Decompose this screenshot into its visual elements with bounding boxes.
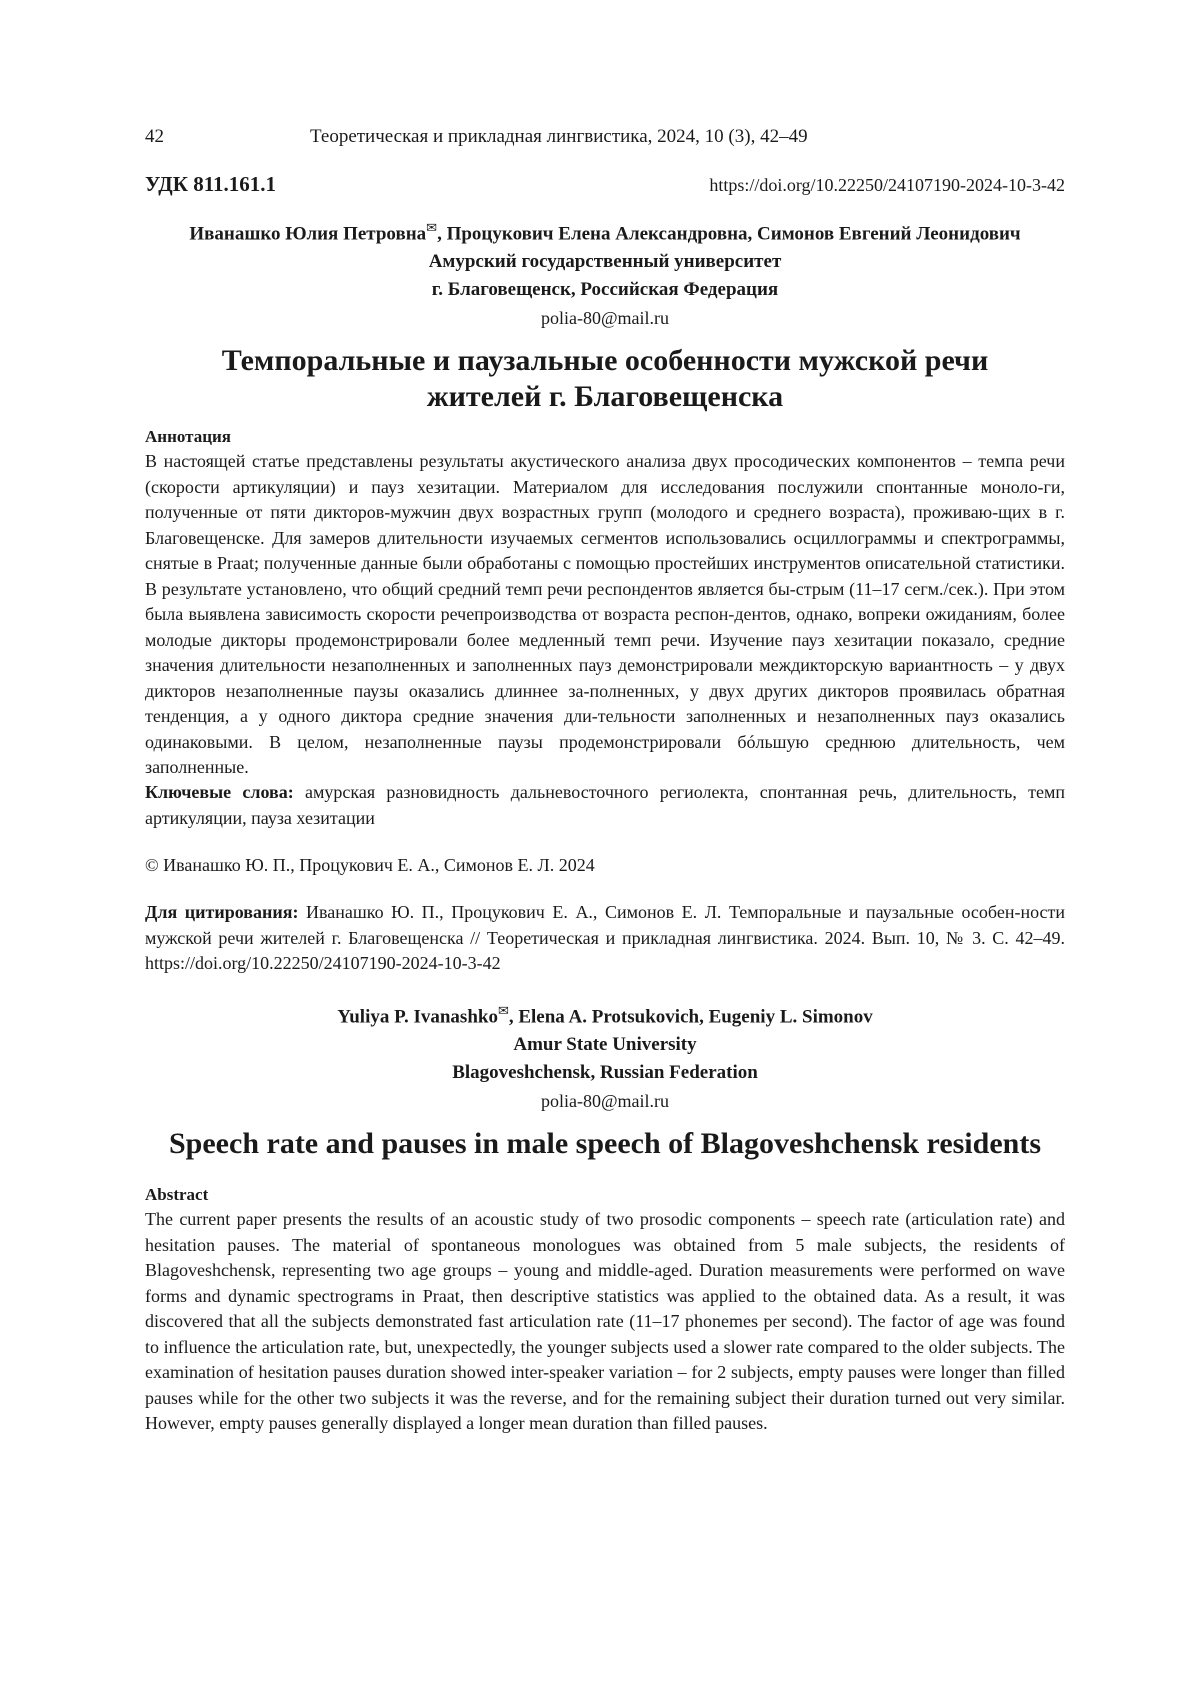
ru-email[interactable]: polia-80@mail.ru [540, 308, 670, 329]
citation-block [145, 900, 1065, 977]
en-author-block [145, 997, 1065, 1115]
citation-text: Иванашко Ю. П., Процукович Е. А., Симонов Е. Л. Темпоральные и паузальные особен-ности мужской речи жителей г. Благовещенска // Теоретическая и прикладная лингвистика. 2024. Вып. 10, № 3. С. 42–49. https://doi.org/10.22250/24107190-2024-10-3-42 [145, 902, 1066, 973]
journal-citation: Теоретическая и прикладная лингвистика, 2024, 10 (3), 42–49 [310, 126, 808, 147]
en-email[interactable]: polia-80@mail.ru [540, 1091, 670, 1112]
keywords-text: амурская разновидность дальневосточного региолекта, спонтанная речь, длительность, темп артикуляции, пауза хезитации [145, 782, 1066, 828]
ru-title-line-1: Темпоральные и паузальные особенности мужской речи [221, 344, 989, 377]
udc-doi-line [145, 172, 1065, 202]
en-city: Blagoveshchensk, Russian Federation [452, 1062, 758, 1084]
ru-affiliation: Амурский государственный университет [428, 251, 782, 273]
en-affiliation: Amur State University [513, 1034, 697, 1056]
ru-author-block [145, 214, 1065, 332]
ru-keywords [145, 780, 1065, 831]
ru-authors [145, 214, 1065, 248]
en-other-authors: , Elena A. Protsukovich, Eugeniy L. Simonov [508, 1006, 873, 1028]
udc-code: УДК 811.161.1 [145, 172, 277, 196]
ru-title-line-2: жителей г. Благовещенска [426, 380, 784, 413]
ru-city: г. Благовещенск, Российская Федерация [431, 279, 779, 301]
en-title [145, 1126, 1065, 1162]
ru-abstract-heading: Аннотация [145, 427, 231, 446]
ru-first-author: Иванашко Юлия Петровна [189, 223, 427, 245]
en-authors [145, 997, 1065, 1031]
citation-label: Для цитирования: [145, 902, 299, 922]
keywords-label: Ключевые слова: [145, 782, 294, 802]
en-title-text: Speech rate and pauses in male speech of Blagoveshchensk residents [169, 1127, 1041, 1160]
ru-abstract-section [145, 427, 1065, 781]
mail-icon: ✉ [497, 1003, 509, 1018]
doi-link[interactable]: https://doi.org/10.22250/24107190-2024-10-3-42 [709, 175, 1065, 195]
ru-other-authors: , Процукович Елена Александровна, Симонов Евгений Леонидович [437, 223, 1021, 245]
ru-abstract-text: В настоящей статье представлены результаты акустического анализа двух просодических компонентов – темпа речи (скорости артикуляции) и пауз хезитации. Материалом для исследования послужили спонтанные моноло-ги, полученные от пяти дикторов-мужчин двух возрастных групп (молодого и среднего возраста), проживаю-щих в г. Благовещенске. Для замеров длительности изучаемых сегментов использовались осциллограммы и спектрограммы, снятые в Praat; полученные данные были обработаны с помощью простейших инструментов описательной статистики. В результате установлено, что общий средний темп речи респондентов является бы-стрым (11–17 сегм./сек.). При этом была выявлена зависимость скорости речепроизводства от возраста респон-дентов, однако, вопреки ожиданиям, более молодые дикторы продемонстрировали более медленный темп речи. Изучение пауз хезитации показало, средние значения длительности незаполненных и заполненных пауз демонстрировали междикторскую вариантность – у двух дикторов незаполненные паузы оказались длиннее за-полненных, у двух других дикторов проявилась обратная тенденция, а у одного диктора средние значения дли-тельности заполненных и незаполненных пауз оказались одинаковыми. В целом, незаполненные паузы продемонстрировали бóльшую среднюю длительность, чем заполненные. [145, 451, 1065, 777]
en-abstract-section [145, 1185, 1065, 1437]
en-abstract-text: The current paper presents the results of an acoustic study of two prosodic components – speech rate (articulation rate) and hesitation pauses. The material of spontaneous monologues was obtained from 5 male subjects, the residents of Blagoveshchensk, representing two age groups – young and middle-aged. Duration measurements were performed on wave forms and dynamic spectrograms in Praat, then descriptive statistics was applied to the obtained data. As a result, it was discovered that all the subjects demonstrated fast articulation rate (11–17 phonemes per second). The factor of age was found to influence the articulation rate, but, unexpectedly, the younger subjects used a slower rate compared to the older subjects. The examination of hesitation pauses duration showed inter-speaker variation – for 2 subjects, empty pauses were longer than filled pauses while for the other two subjects it was the reverse, and for the remaining subject their duration turned out very similar. However, empty pauses generally displayed a longer mean duration than filled pauses. [145, 1209, 1065, 1433]
en-first-author: Yuliya P. Ivanashko [337, 1006, 498, 1028]
running-header [145, 126, 1065, 156]
en-abstract-heading: Abstract [145, 1185, 209, 1204]
page-number: 42 [145, 126, 164, 147]
mail-icon: ✉ [426, 220, 438, 235]
copyright-line: © Иванашко Ю. П., Процукович Е. А., Симонов Е. Л. 2024 [145, 855, 595, 875]
ru-title [145, 343, 1065, 415]
